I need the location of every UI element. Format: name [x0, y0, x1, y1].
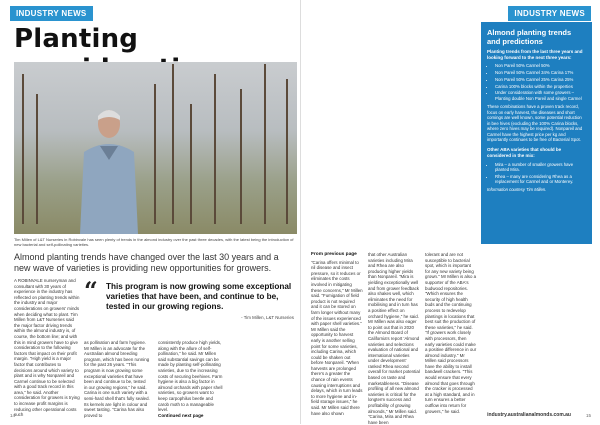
- footer-url[interactable]: industry.australianalmonds.com.au: [487, 412, 571, 418]
- quote-mark-icon: “: [84, 276, 98, 305]
- standfirst: Almond planting trends have changed over the last 30 years and a new wave of varieties is providing new opportunities for growers.: [14, 252, 279, 273]
- variety-item: • Mira – a number of smaller growers have planted Mira.: [495, 162, 586, 173]
- trend-item: • Under consideration with some growers – Planting double Non Pareil and single Carmel: [495, 90, 586, 101]
- photo-caption: Tim Millen of L&T Nurseries in Robinvale has seen plenty of trends in the almond industry over the past three decades, with the latest being the introduction of new bacterial and self-pollinating varieties.: [14, 237, 294, 247]
- right-column-2: that other Australian varieties including Mira and Rhea are also producing higher yields than Nonpareil. "Mira is yielding exceptionally well and from grower feedback also shakes well, which eliminates the need for mobilising and in turn has a positive effect on orchard hygiene," he said. Mr Millen was also eager to point out that in 2020 the Almond Board of California's report 'Almond varieties and selections evaluation of national and international varieties under development' ranked Rhea second overall for market potential based on taste and marketableness. "Disease profiling of all new almond varieties is critical for the longterm success and profitability of growing almonds," Mr Millen said. "Carina, Mira and Rhea have been: [368, 252, 420, 425]
- right-page: [300, 0, 600, 424]
- other-varieties-heading: Other ABA varieties that should be considered in the mix:: [487, 147, 562, 158]
- trend-list: [481, 63, 592, 101]
- from-previous-label: From previous page: [311, 252, 357, 257]
- trend-item: • Non Pareil 50% Carmel 25% Carina 25%: [495, 77, 586, 82]
- variety-item: • Rhea – many are considering Rhea as a replacement for Carmel and or Monterey.: [495, 174, 586, 185]
- sidebar-subtitle: Planting trends from the last three years and looking forward to the next three years:: [487, 49, 583, 60]
- pull-quote-text: This program is now growing some exceptional varieties that have been, and continue to be, tested in our growing regions.: [106, 282, 292, 311]
- right-column-1: [311, 252, 363, 416]
- continued-label: Continued next page: [158, 412, 204, 418]
- trend-item: • Carina 100% blocks within the properties: [495, 84, 586, 89]
- right-column-3: tolerant and are not susceptible to bacterial spot, which is important for any new variety being grown." Mr Millen is also a supporter of the ABA's budwood repositories. "Which ensures the security of high health buds and the continuing process to redevelop plantings in locations that best suit the production of these varieties," he said. "If growers work closely with processors, then early varieties could make a positive difference in our almond industry." Mr Millen said processors have the ability to install bandwell crackers. "This would ensure that every almond that goes through the cracker is processed at a high standard, and in turn ensures a better outflow into return for growers," he said.: [425, 252, 477, 414]
- section-tag-right: INDUSTRY NEWS: [508, 6, 591, 21]
- body-column-1: A ROBINVALE nurseryman and consultant with 30 years of experience in the industry has reflected on planting trends within the industry and major considerations on growers' minds when deciding what to plant. Tim Millen from L&T Nurseries said the major factor driving trends within the almond industry is, of course, the bottom line; and with this in mind growers have to give consideration to the following factors that impact on their profit margin. "High yield is a major factor that contributes to decisions around which variety to plant and is why Nonpareil and Carmel continue to be selected with a good track record in this area," he said. Another consideration for growers is trying to increase profit margins is reducing other operational costs such: [14, 278, 80, 418]
- other-varieties-list: [481, 162, 592, 185]
- person-figure: [74, 102, 144, 234]
- pull-quote-attribution: - Tim Millen, L&T Nurseries: [241, 315, 294, 320]
- pull-quote: [84, 276, 294, 320]
- sidebar-box: [481, 22, 592, 244]
- sidebar-byline: Information courtesy Tim Millen.: [487, 186, 547, 192]
- page-number-right: 15: [585, 413, 591, 418]
- trend-item: • Non Pareil 50% Carmel 50%: [495, 63, 586, 68]
- left-page: [0, 0, 300, 424]
- sidebar-paragraph: These combinations have a proven track record, focus on early harvest, the diseases and short comings are well known, some potential reduction in bee hives (excluding the 100% Carina blocks, where zero hives may be required). Nonpareil and Carmel have the highest price per kg and importantly continues to be free of Bacterial Spot.: [487, 104, 583, 142]
- section-tag: INDUSTRY NEWS: [10, 6, 93, 21]
- sidebar-title: Almond planting trends and predictions: [487, 28, 572, 46]
- body-column-3: [158, 340, 224, 418]
- trend-item: • Non Pareil 50% Carmel 34% Carina 17%: [495, 70, 586, 75]
- article-photo: [14, 62, 297, 234]
- body-column-2: as pollination and farm hygiene. Mr Millen is an advocate for the Australian almond breeding program, which has been running for the past 26 years. "This program is now growing some exceptional varieties that have been and continue to be, tested in our growing regions," he said. Carina is one such variety with a semi-hard shell that's fully sealed. Its kernels are light in colour and sweet tasting. "Carina has also proved to: [84, 340, 150, 418]
- page-title: Planting: [14, 24, 139, 54]
- body-column-3-text: consistently produce high yields, along with the allure of self-pollination," he said. Mr Millen said substantial savings can be made by planting self-pollinating varieties, due to the increasing costs of securing beehives. Farm hygiene is also a big factor in almond orchards with paper shell varieties, so growers want to keep carpophilus beetle and carob moth to a manageable level.: [158, 340, 223, 413]
- right-column-1-text: "Carina offers minimal to nil disease and insect pressure, so it reduces or eliminates the costs involved in mitigating these concerns," Mr Millen said. "Fumigation of field product is not required and it can be stored on farm longer without many of the issues experienced with paper shell varieties." Mr Millen said the opportunity to harvest early is another selling point for some varieties, including Carina, which could be shaken out before Nonpareil. "When harvests are prolonged there's a greater the chance of rain events causing interruptions and delays, which in turn leads to more hygiene and in-field storage issues," he said. Mr Millen said there have also shown: [311, 259, 363, 416]
- page-number-left: 14: [10, 413, 16, 418]
